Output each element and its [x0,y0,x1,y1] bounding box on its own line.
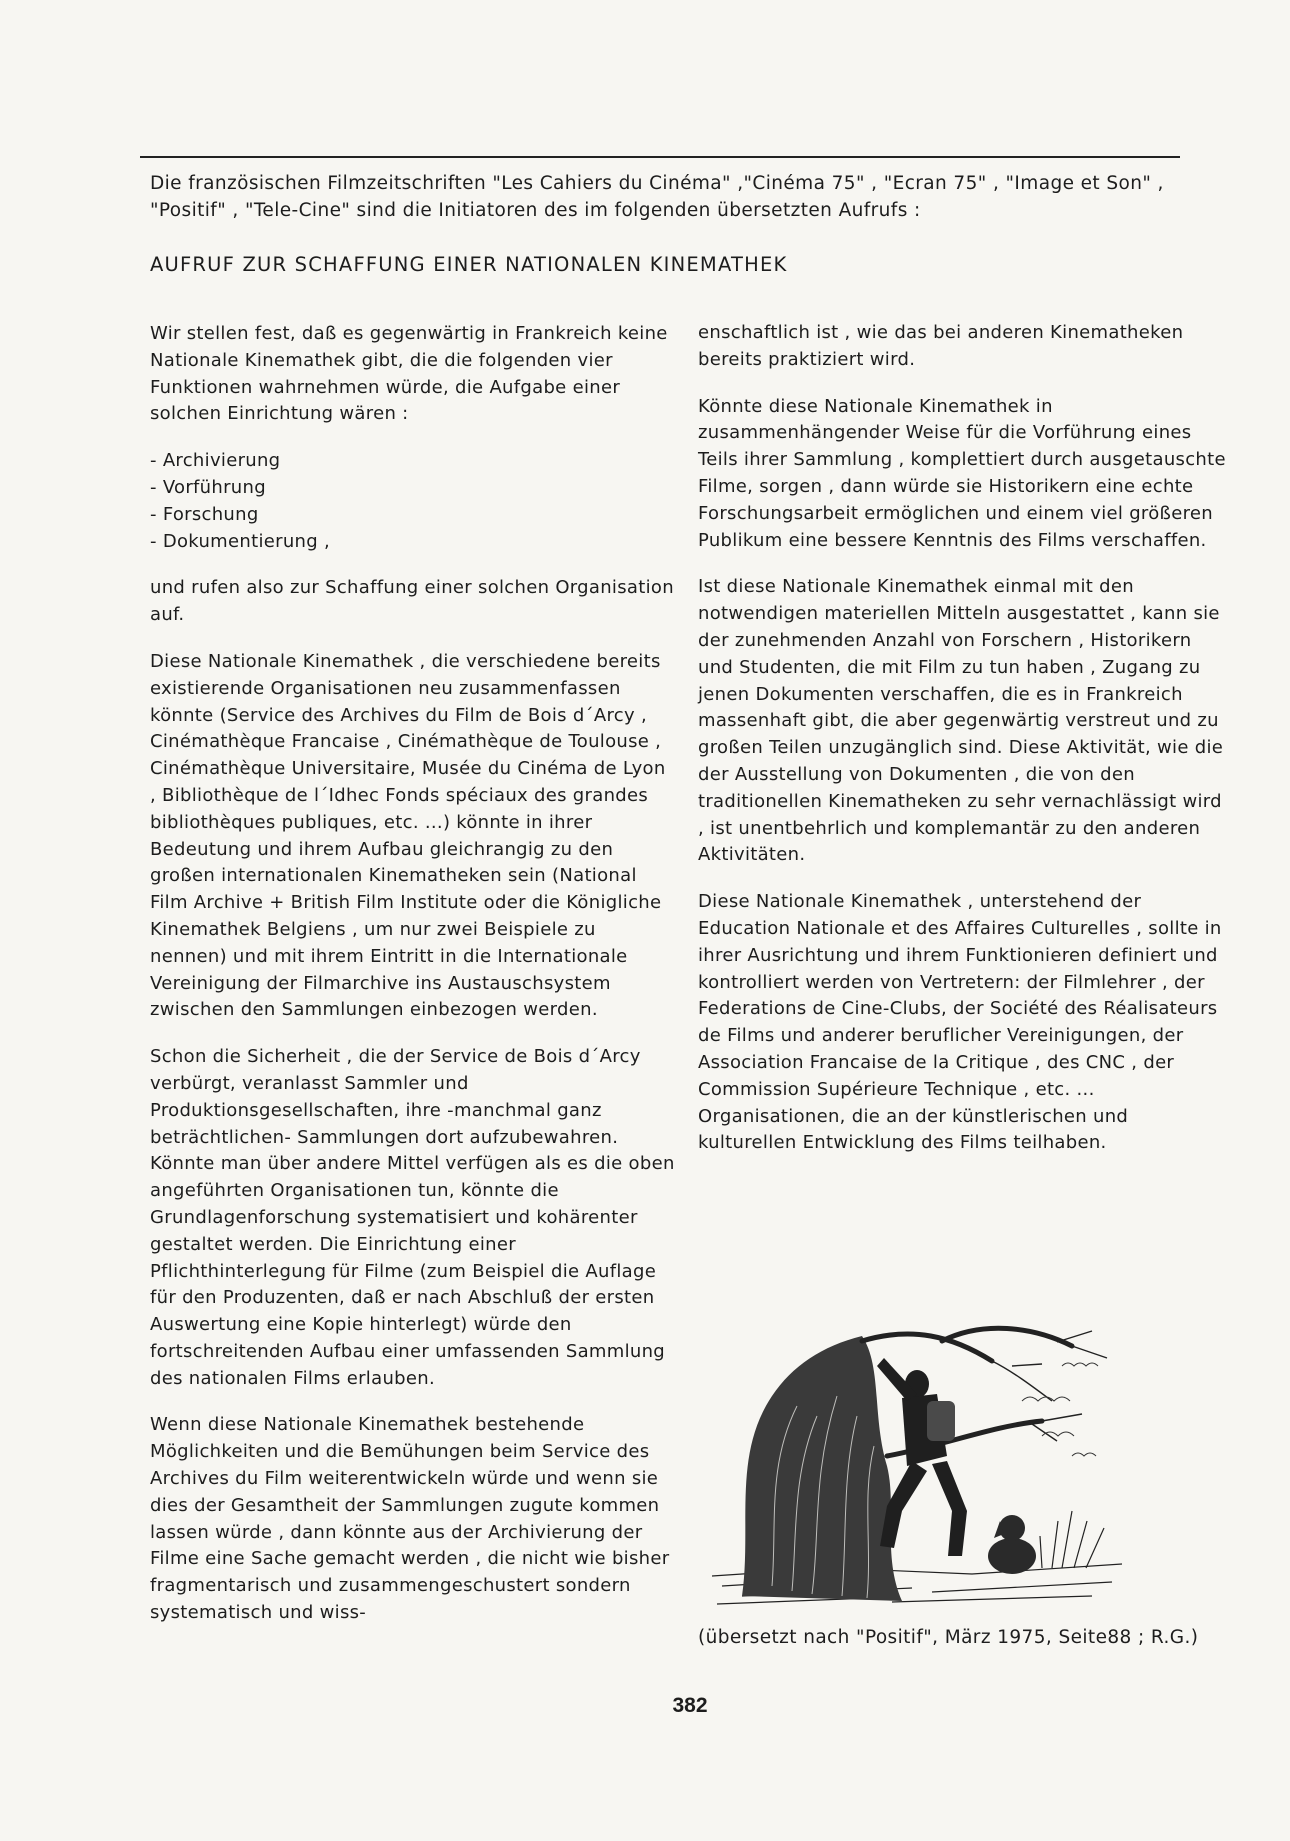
page-number: 382 [672,1694,708,1717]
list-item: - Forschung [150,503,259,525]
translation-caption: (übersetzt nach "Positif", März 1975, Seite88 ; R.G.) [698,1627,1199,1648]
right-column [698,320,1228,1177]
left-paragraph-1: Wir stellen fest, daß es gegenwärtig in Frankreich keine Nationale Kinemathek gibt, die die folgenden vier Funktionen wahrnehmen würde, die Aufgabe einer solchen Einrichtung wären : [150,323,668,425]
intro-paragraph: Die französischen Filmzeitschriften "Les Cahiers du Cinéma" ,"Cinéma 75" , "Ecran 75" , "Image et Son" , "Positif" , "Tele-Cine" sind die Initiatoren des im folgenden übersetzten Aufrufs : [150,173,1164,221]
right-paragraph-3: Ist diese Nationale Kinemathek einmal mit den notwendigen materiellen Mitteln ausgestattet , kann sie der zunehmenden Anzahl von Forschern , Historikern und Studenten, die mit Film zu tun haben , Zugang zu jenen Dokumenten verschaffen, die es in Frankreich massenhaft gibt, die aber gegenwärtig verstreut und zu großen Teilen unzugänglich sind. Diese Aktivität, wie die der Ausstellung von Dokumenten , die von den traditionellen Kinematheken zu sehr vernachlässigt wird , ist unentbehrlich und komplemantär zu den anderen Aktivitäten. [698,576,1224,866]
right-paragraph-4: Diese Nationale Kinemathek , unterstehend der Education Nationale et des Affaires Culturelles , sollte in ihrer Ausrichtung und ihrem Funktionieren definiert und kontrolliert werden von Vertretern: der Filmlehrer , der Federations de Cine-Clubs, der Société des Réalisateurs de Films und anderer beruflicher Vereinigungen, der Association Francaise de la Critique , des CNC , der Commission Supérieure Technique , etc. ... Organisationen, die an der künstlerischen und kulturellen Entwicklung des Films teilhaben. [698,891,1222,1154]
list-item: - Vorführung [150,476,266,498]
left-paragraph-2: und rufen also zur Schaffung einer solchen Organisation auf. [150,577,674,626]
left-paragraph-4: Schon die Sicherheit , die der Service de Bois d´Arcy verbürgt, veranlasst Sammler und Produktionsgesellschaften, ihre -manchmal ganz beträchtlichen- Sammlungen dort aufzubewahren. Könnte man über andere Mittel verfügen als es die oben angeführten Organisationen tun, könnte die Grundlagenforschung systematisiert und kohärenter gestaltet werden. Die Einrichtung einer Pflichthinterlegung für Filme (zum Beispiel die Auflage für den Produzenten, daß er nach Abschluß der ersten Auswertung eine Kopie hinterlegt) würde den fortschreitenden Aufbau einer umfassenden Sammlung des nationalen Films erlauben. [150,1046,675,1389]
left-column [150,321,675,1647]
right-paragraph-1: enschaftlich ist , wie das bei anderen Kinematheken bereits praktiziert wird. [698,322,1184,370]
list-item: - Dokumentierung , [150,530,331,552]
left-paragraph-3: Diese Nationale Kinemathek , die verschiedene bereits existierende Organisationen neu zusammenfassen könnte (Service des Archives du Film de Bois d´Arcy , Cinémathèque Francaise , Cinémathèque de Toulouse , Cinémathèque Universitaire, Musée du Cinéma de Lyon , Bibliothèque de l´Idhec Fonds spéciaux des grandes bibliothèques publiques, etc. ...) könnte in ihrer Bedeutung und ihrem Aufbau gleichrangig zu den großen internationalen Kinematheken sein (National Film Archive + British Film Institute oder die Königliche Kinemathek Belgiens , um nur zwei Beispiele zu nennen) und mit ihrem Eintritt in die Internationale Vereinigung der Filmarchive ins Austauschsystem zwischen den Sammlungen einbezogen werden. [150,650,666,1021]
top-rule [140,156,1180,158]
right-paragraph-2: Könnte diese Nationale Kinemathek in zusammenhängender Weise für die Vorführung eines Teils ihrer Sammlung , komplettiert durch ausgetauschte Filme, sorgen , dann würde sie Historikern eine echte Forschungsarbeit ermöglichen und einem viel größeren Publikum eine bessere Kenntnis des Films verschaffen. [698,395,1226,551]
function-list [150,448,675,555]
climber-on-tree-engraving [712,1306,1122,1610]
article-heading: AUFRUF ZUR SCHAFFUNG EINER NATIONALEN KINEMATHEK [150,253,788,276]
list-item: - Archivierung [150,450,281,472]
left-paragraph-5: Wenn diese Nationale Kinemathek bestehende Möglichkeiten und die Bemühungen beim Service des Archives du Film weiterentwickeln würde und wenn sie dies der Gesamtheit der Sammlungen zugute kommen lassen würde , dann könnte aus der Archivierung der Filme eine Sache gemacht werden , die nicht wie bisher fragmentarisch und zusammengeschustert sondern systematisch und wiss- [150,1414,670,1624]
